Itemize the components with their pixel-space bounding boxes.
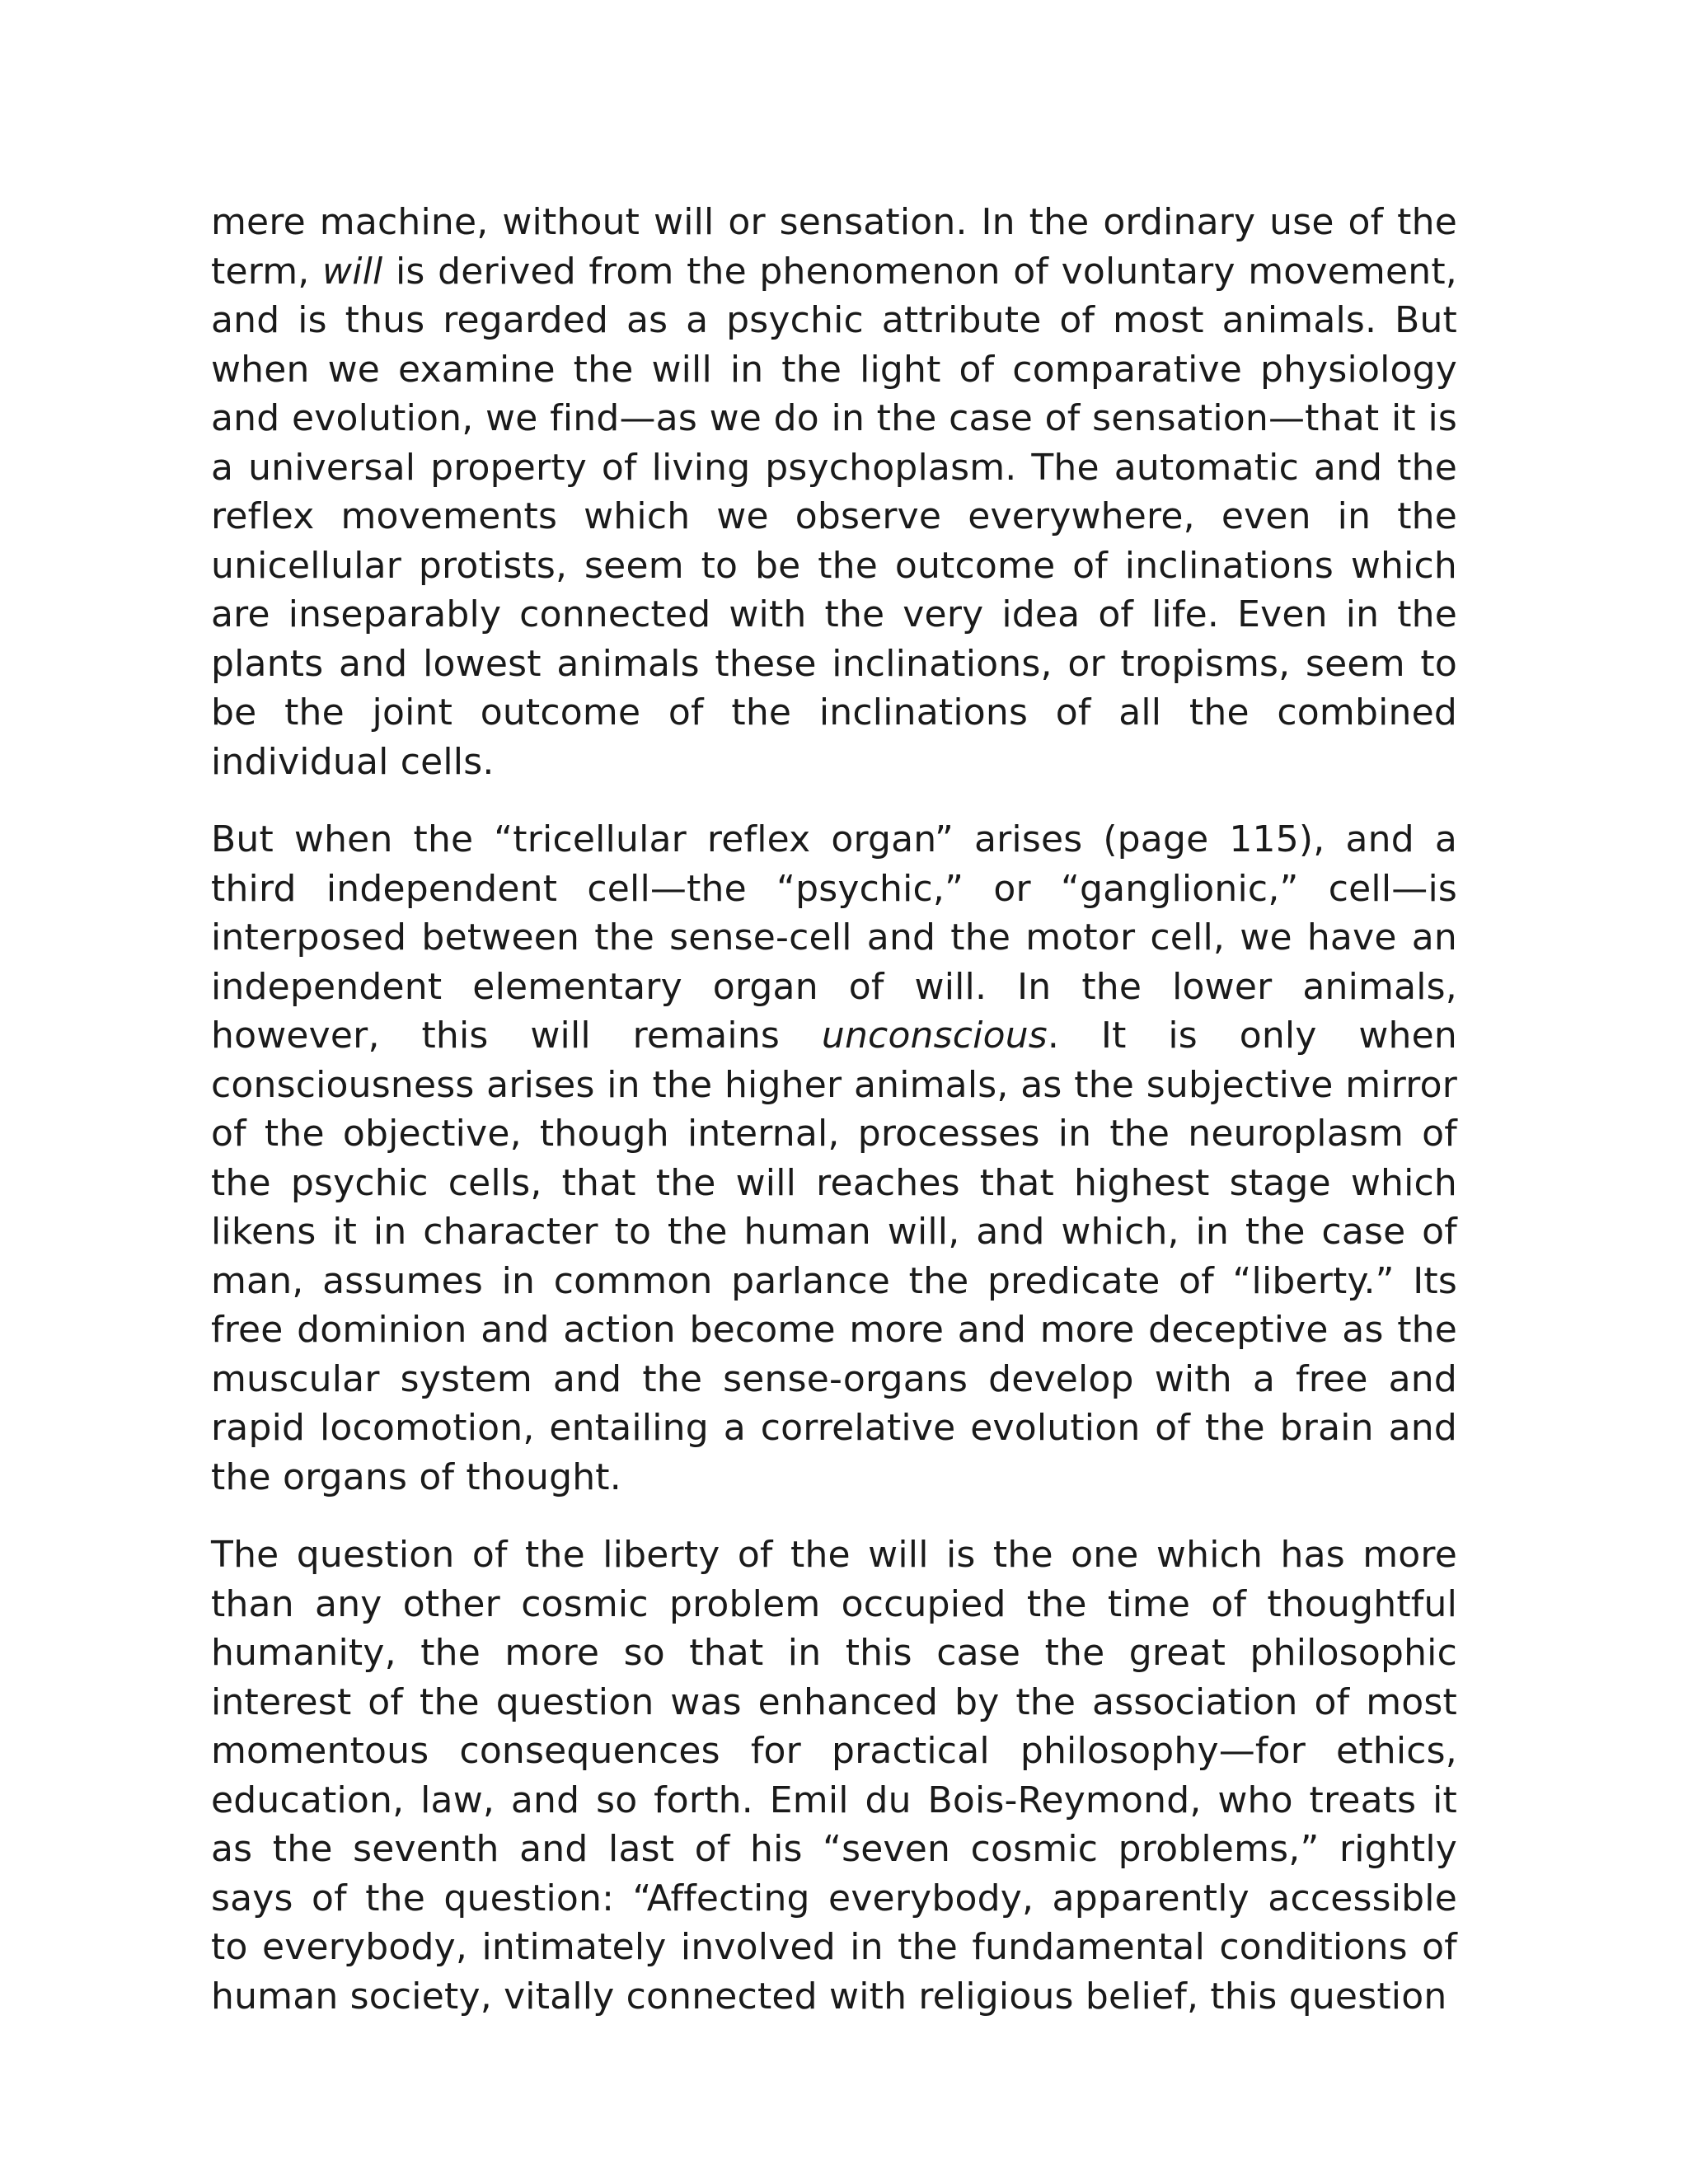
paragraph-2-text-b: . It is only when consciousness arises in the higher animals, as the subjective mirror of the objective, though internal, processes in the neuroplasm of the psychic cells, that the will reaches that highest stage which likens it in character to the human will, and which, in the case of man, assumes in common parlance the predicate of “liberty.” Its free dominion and action become more and more deceptive as the muscular system and the sense-organs develop with a free and rapid locomotion, entailing a correlative evolution of the brain and the organs of thought. [211, 1015, 1457, 1498]
paragraph-3 [211, 1530, 1457, 2021]
paragraph-1-text-a: mere machine, without will or sensation. In the ordinary use of the term, [211, 201, 1457, 293]
paragraph-2 [211, 815, 1457, 1502]
paragraph-2-italic-unconscious: unconscious [821, 1015, 1048, 1057]
paragraph-2-text-a: But when the “tricellular reflex organ” arises (page 115), and a third independent cell—the “psychic,” or “ganglionic,” cell—is interposed between the sense-cell and the motor cell, we have an independent elementary organ of will. In the lower animals, however, this will remains [211, 818, 1457, 1057]
page-body [211, 198, 1457, 2021]
paragraph-1-italic-will: will [322, 250, 383, 293]
paragraph-1-text-b: is derived from the phenomenon of voluntary movement, and is thus regarded as a psychic attribute of most animals. But when we examine the will in the light of comparative physiology and evolution, we find—as we do in the case of sensation—that it is a universal property of living psychoplasm. The automatic and the reflex movements which we observe everywhere, even in the unicellular protists, seem to be the outcome of inclinations which are inseparably connected with the very idea of life. Even in the plants and lowest animals these inclinations, or tropisms, seem to be the joint outcome of the inclinations of all the combined individual cells. [211, 250, 1457, 783]
paragraph-3-text: The question of the liberty of the will is the one which has more than any other cosmic problem occupied the time of thoughtful humanity, the more so that in this case the great philosophic interest of the question was enhanced by the association of most momentous consequences for practical philosophy—for ethics, education, law, and so forth. Emil du Bois-Reymond, who treats it as the seventh and last of his “seven cosmic problems,” rightly says of the question: “Affecting everybody, apparently accessible to everybody, intimately involved in the fundamental conditions of human society, vitally connected with religious belief, this question [211, 1534, 1457, 2018]
paragraph-1 [211, 198, 1457, 786]
